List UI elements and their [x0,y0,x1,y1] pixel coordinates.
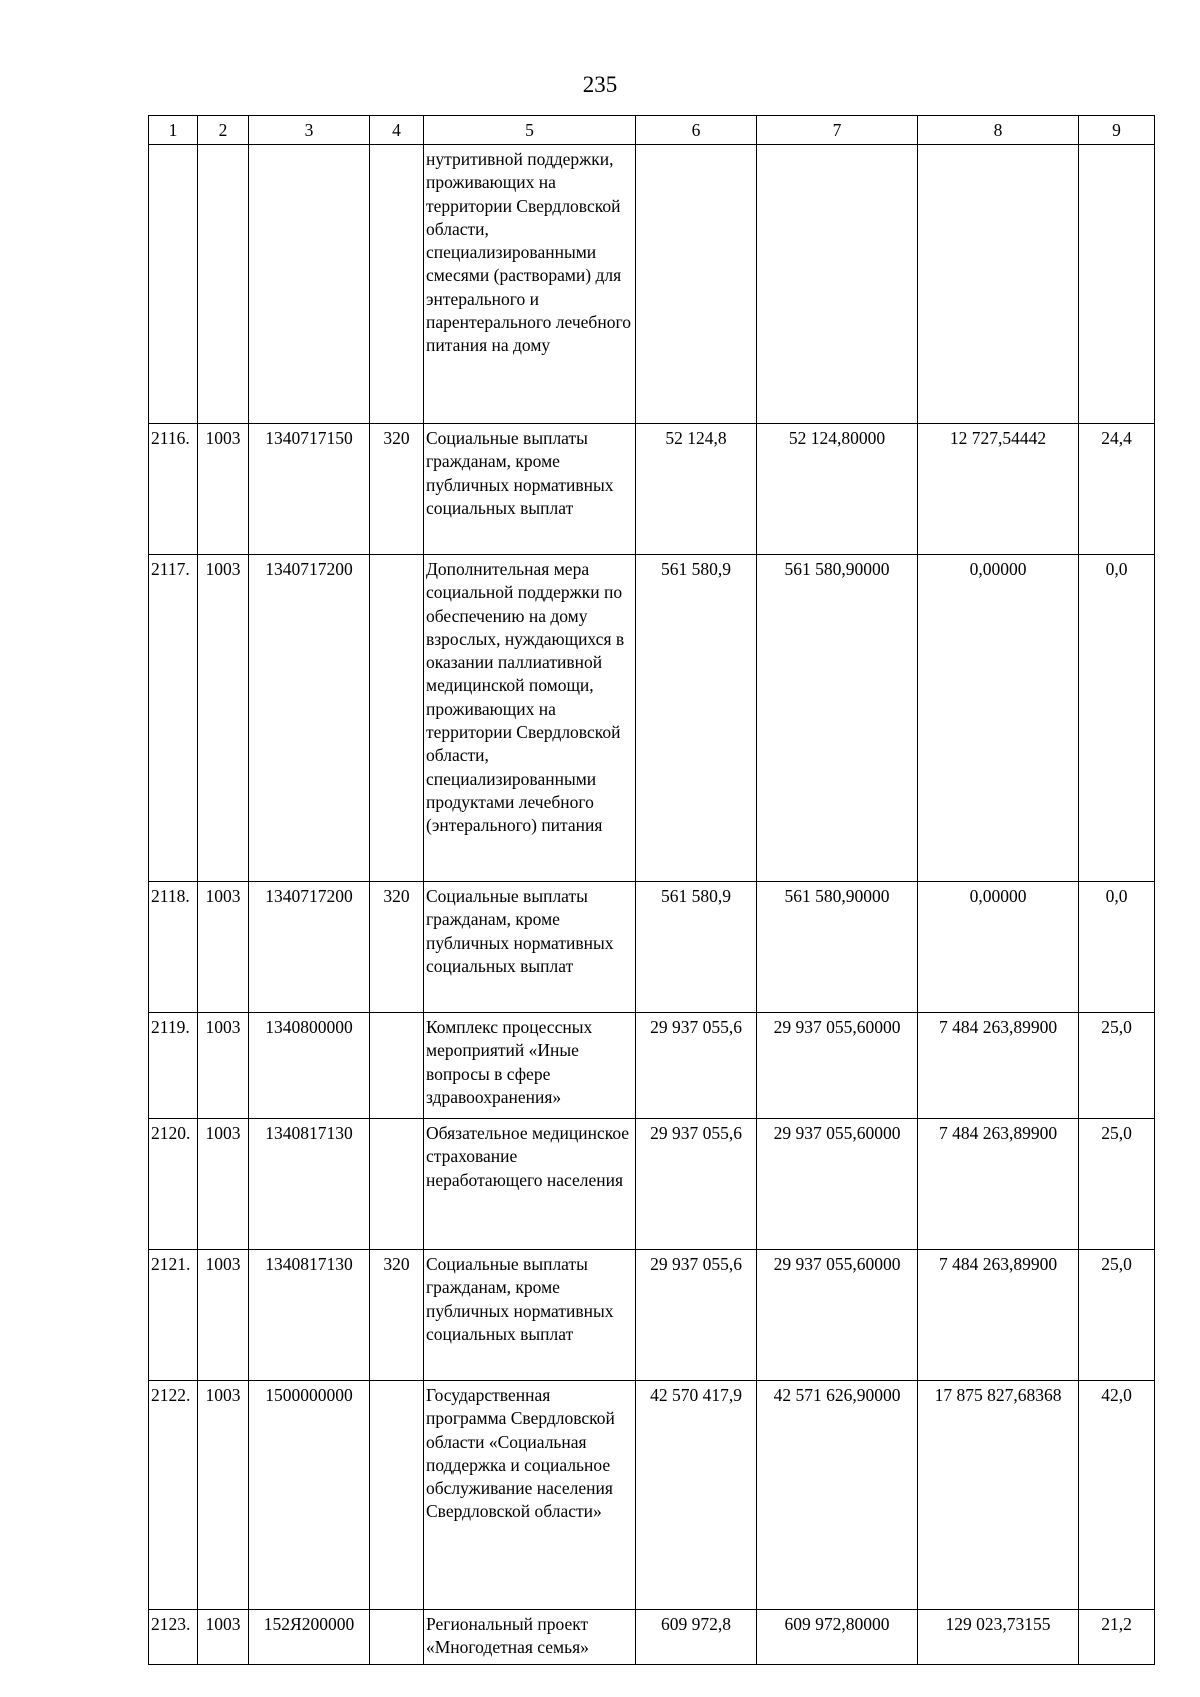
target-item-code-cell [249,145,370,424]
approved-amount-cell: 29 937 055,6 [636,1013,757,1119]
executed-amount-cell: 7 484 263,89900 [918,1250,1079,1381]
item-name-cell: Региональный проект «Многодетная семья» [424,1610,636,1665]
execution-percent-cell: 25,0 [1079,1119,1155,1250]
table-row [149,1610,1155,1665]
expense-type-code-cell [370,1610,424,1665]
column-header-3: 3 [249,116,370,145]
execution-percent-cell: 0,0 [1079,882,1155,1013]
column-header-9: 9 [1079,116,1155,145]
column-header-6: 6 [636,116,757,145]
approved-amount-cell [636,145,757,424]
row-number-cell: 2120. [149,1119,198,1250]
row-number-cell: 2116. [149,424,198,555]
item-name-cell: Дополнительная мера социальной поддержки по обеспечению на дому взрослых, нуждающихся в оказании паллиативной медицинской помощи, проживающих на территории Свердловской области, специализированными продуктами лечебного (энтерального) питания [424,555,636,882]
execution-percent-cell [1079,145,1155,424]
approved-amount-cell: 29 937 055,6 [636,1119,757,1250]
approved-amount-cell: 609 972,8 [636,1610,757,1665]
column-header-4: 4 [370,116,424,145]
table-body [149,145,1155,1665]
target-item-code-cell: 1340817130 [249,1119,370,1250]
budget-allocation-cell: 561 580,90000 [757,555,918,882]
item-name-cell: Комплекс процессных мероприятий «Иные вопросы в сфере здравоохранения» [424,1013,636,1119]
execution-percent-cell: 24,4 [1079,424,1155,555]
table-row [149,1250,1155,1381]
approved-amount-cell: 29 937 055,6 [636,1250,757,1381]
approved-amount-cell: 52 124,8 [636,424,757,555]
row-number-cell [149,145,198,424]
expense-type-code-cell: 320 [370,424,424,555]
expense-type-code-cell [370,1013,424,1119]
table-row [149,145,1155,424]
column-header-7: 7 [757,116,918,145]
executed-amount-cell: 17 875 827,68368 [918,1381,1079,1610]
target-item-code-cell: 1340717200 [249,882,370,1013]
item-name-cell: Социальные выплаты гражданам, кроме публичных нормативных социальных выплат [424,424,636,555]
budget-allocation-cell: 42 571 626,90000 [757,1381,918,1610]
approved-amount-cell: 561 580,9 [636,882,757,1013]
execution-percent-cell: 0,0 [1079,555,1155,882]
row-number-cell: 2121. [149,1250,198,1381]
budget-allocation-cell [757,145,918,424]
section-code-cell: 1003 [198,1119,249,1250]
expense-type-code-cell [370,1119,424,1250]
section-code-cell: 1003 [198,1610,249,1665]
row-number-cell: 2123. [149,1610,198,1665]
executed-amount-cell: 12 727,54442 [918,424,1079,555]
target-item-code-cell: 152Я200000 [249,1610,370,1665]
budget-allocation-cell: 29 937 055,60000 [757,1250,918,1381]
page-number: 235 [582,72,618,97]
column-header-8: 8 [918,116,1079,145]
budget-allocation-cell: 29 937 055,60000 [757,1013,918,1119]
section-code-cell: 1003 [198,1381,249,1610]
item-name-cell: Социальные выплаты гражданам, кроме публичных нормативных социальных выплат [424,1250,636,1381]
table-row [149,424,1155,555]
target-item-code-cell: 1340717200 [249,555,370,882]
column-header-1: 1 [149,116,198,145]
expense-type-code-cell: 320 [370,1250,424,1381]
execution-percent-cell: 25,0 [1079,1013,1155,1119]
target-item-code-cell: 1340800000 [249,1013,370,1119]
expense-type-code-cell [370,1381,424,1610]
target-item-code-cell: 1340717150 [249,424,370,555]
budget-allocation-cell: 52 124,80000 [757,424,918,555]
expense-type-code-cell: 320 [370,882,424,1013]
item-name-cell: Социальные выплаты гражданам, кроме публичных нормативных социальных выплат [424,882,636,1013]
budget-allocation-cell: 29 937 055,60000 [757,1119,918,1250]
executed-amount-cell: 7 484 263,89900 [918,1119,1079,1250]
row-number-cell: 2119. [149,1013,198,1119]
header-row [149,116,1155,145]
table-row [149,1013,1155,1119]
table-row [149,1381,1155,1610]
row-number-cell: 2118. [149,882,198,1013]
section-code-cell: 1003 [198,1013,249,1119]
row-number-cell: 2122. [149,1381,198,1610]
expense-type-code-cell [370,145,424,424]
approved-amount-cell: 42 570 417,9 [636,1381,757,1610]
budget-allocation-cell: 561 580,90000 [757,882,918,1013]
executed-amount-cell: 129 023,73155 [918,1610,1079,1665]
section-code-cell: 1003 [198,555,249,882]
approved-amount-cell: 561 580,9 [636,555,757,882]
section-code-cell: 1003 [198,1250,249,1381]
executed-amount-cell: 0,00000 [918,555,1079,882]
expense-type-code-cell [370,555,424,882]
budget-allocation-cell: 609 972,80000 [757,1610,918,1665]
execution-percent-cell: 25,0 [1079,1250,1155,1381]
item-name-cell: нутритивной поддержки, проживающих на территории Свердловской области, специализированными смесями (растворами) для энтерального и парентерального лечебного питания на дому [424,145,636,424]
table-row [149,555,1155,882]
executed-amount-cell: 7 484 263,89900 [918,1013,1079,1119]
section-code-cell [198,145,249,424]
target-item-code-cell: 1340817130 [249,1250,370,1381]
item-name-cell: Государственная программа Свердловской области «Социальная поддержка и социальное обслуживание населения Свердловской области» [424,1381,636,1610]
column-header-2: 2 [198,116,249,145]
execution-percent-cell: 42,0 [1079,1381,1155,1610]
section-code-cell: 1003 [198,424,249,555]
column-header-5: 5 [424,116,636,145]
executed-amount-cell: 0,00000 [918,882,1079,1013]
table-row [149,1119,1155,1250]
budget-table [148,115,1155,1665]
target-item-code-cell: 1500000000 [249,1381,370,1610]
table-row [149,882,1155,1013]
executed-amount-cell [918,145,1079,424]
section-code-cell: 1003 [198,882,249,1013]
row-number-cell: 2117. [149,555,198,882]
item-name-cell: Обязательное медицинское страхование неработающего населения [424,1119,636,1250]
execution-percent-cell: 21,2 [1079,1610,1155,1665]
